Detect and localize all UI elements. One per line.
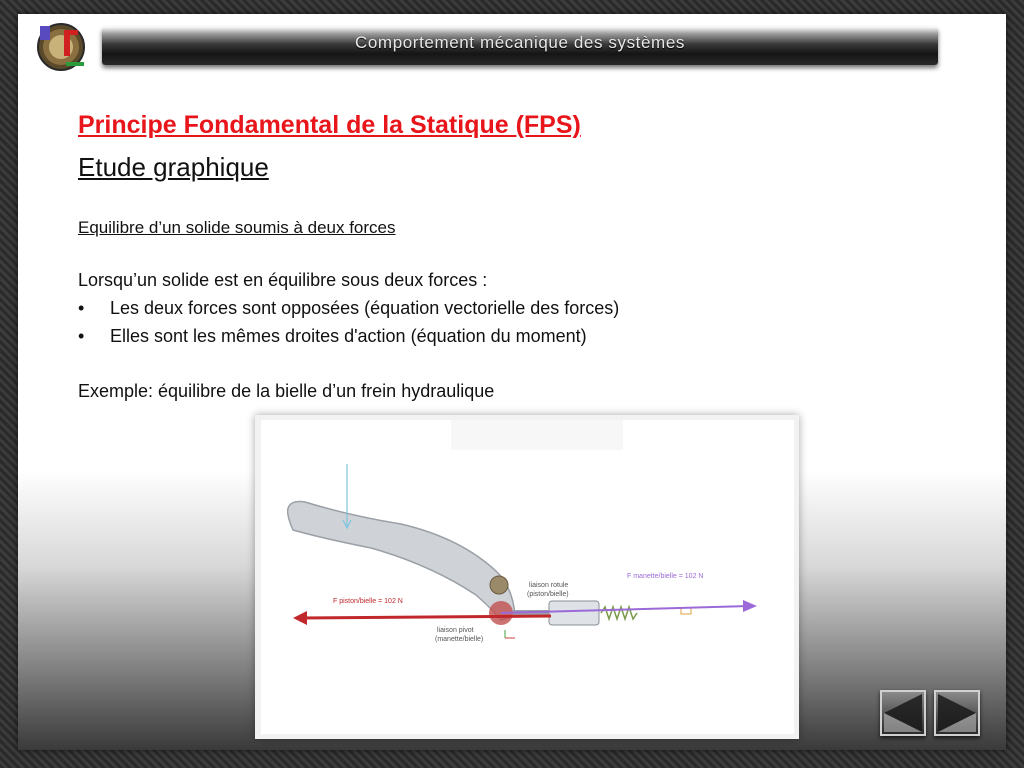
example-text: Exemple: équilibre de la bielle d’un frein hydraulique [78,381,495,401]
force-right-label: F manette/bielle = 102 N [627,573,704,580]
page-title: Principe Fondamental de la Statique (FPS) [78,111,581,139]
pivot-joint-label-1: liaison pivot [437,627,474,634]
bullet-text-1: Les deux forces sont opposées (équation vectorielle des forces) [110,298,620,318]
next-icon [936,692,978,734]
logo [36,22,86,72]
bullet-text-2: Elles sont les mêmes droites d'action (équation du moment) [110,326,587,346]
header-title: Comportement mécanique des systèmes [355,33,685,52]
bullet-item-2: • Elles sont les mêmes droites d'action (équation du moment) [78,326,587,346]
ball-joint [490,576,508,594]
next-slide-button[interactable] [934,690,980,736]
pivot-joint-label-2: (manette/bielle) [435,636,484,643]
brake-lever-diagram [261,420,794,734]
previous-icon [882,692,924,734]
intro-text: Lorsqu’un solide est en équilibre sous deux forces : [78,270,488,290]
ball-joint-label-1: liaison rotule [529,582,569,589]
header-bar [102,27,938,65]
brake-lever-figure [255,415,799,739]
previous-slide-button[interactable] [880,690,926,736]
page-subtitle: Etude graphique [78,152,269,182]
force-left-label: F piston/bielle = 102 N [333,598,403,605]
ball-joint-label-2: (piston/bielle) [527,591,569,598]
piston-body [549,601,599,625]
red-force-arrow [301,616,551,618]
section-heading: Equilibre d’un solide soumis à deux forces [78,218,396,237]
bullet-item-1: • Les deux forces sont opposées (équation vectorielle des forces) [78,298,620,318]
